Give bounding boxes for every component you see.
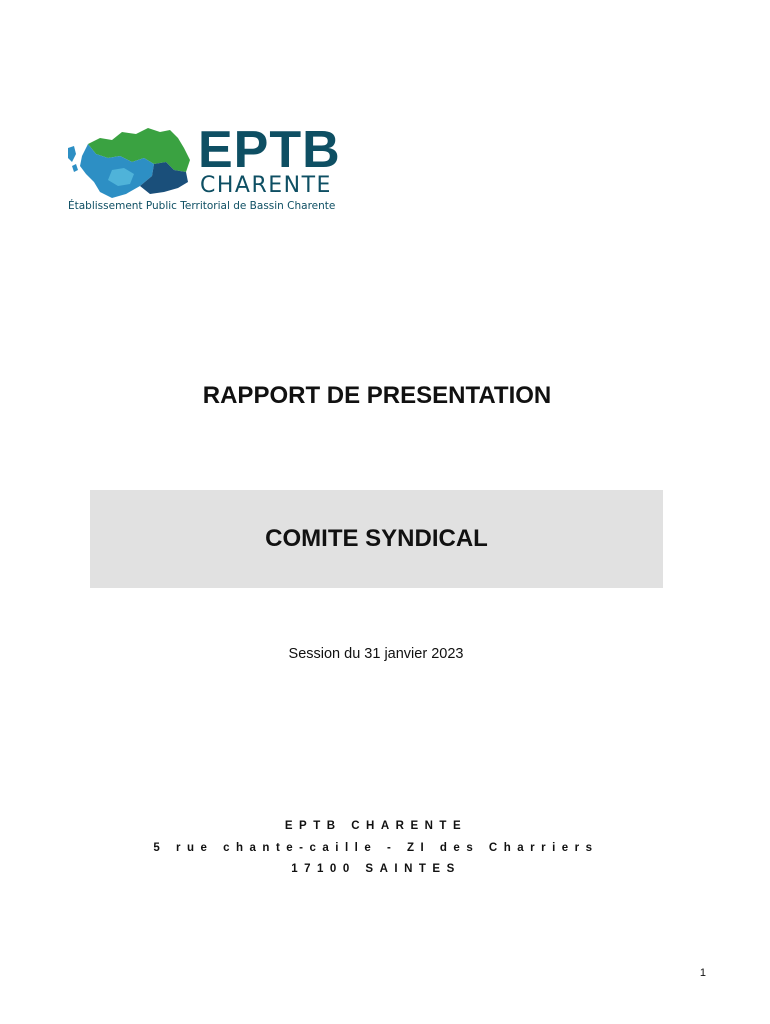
eptb-charente-logo: [66, 121, 356, 216]
address-block: [0, 816, 752, 881]
page-number: 1: [699, 967, 706, 979]
address-line-2: 5 rue chante-caille - ZI des Charriers: [153, 841, 599, 854]
logo-tagline: Établissement Public Territorial de Bassin Charente: [68, 200, 336, 212]
address-line-1: EPTB CHARENTE: [284, 820, 468, 832]
document-title: RAPPORT DE PRESENTATION: [202, 382, 552, 409]
box-title: COMITE SYNDICAL: [265, 525, 488, 552]
basin-map-icon: [66, 126, 192, 200]
highlight-box: [90, 490, 663, 588]
session-date: Session du 31 janvier 2023: [288, 646, 464, 662]
logo-name: CHARENTE: [200, 173, 332, 198]
address-line-3: 17100 SAINTES: [291, 863, 461, 875]
logo-acronym: EPTB: [198, 121, 341, 179]
